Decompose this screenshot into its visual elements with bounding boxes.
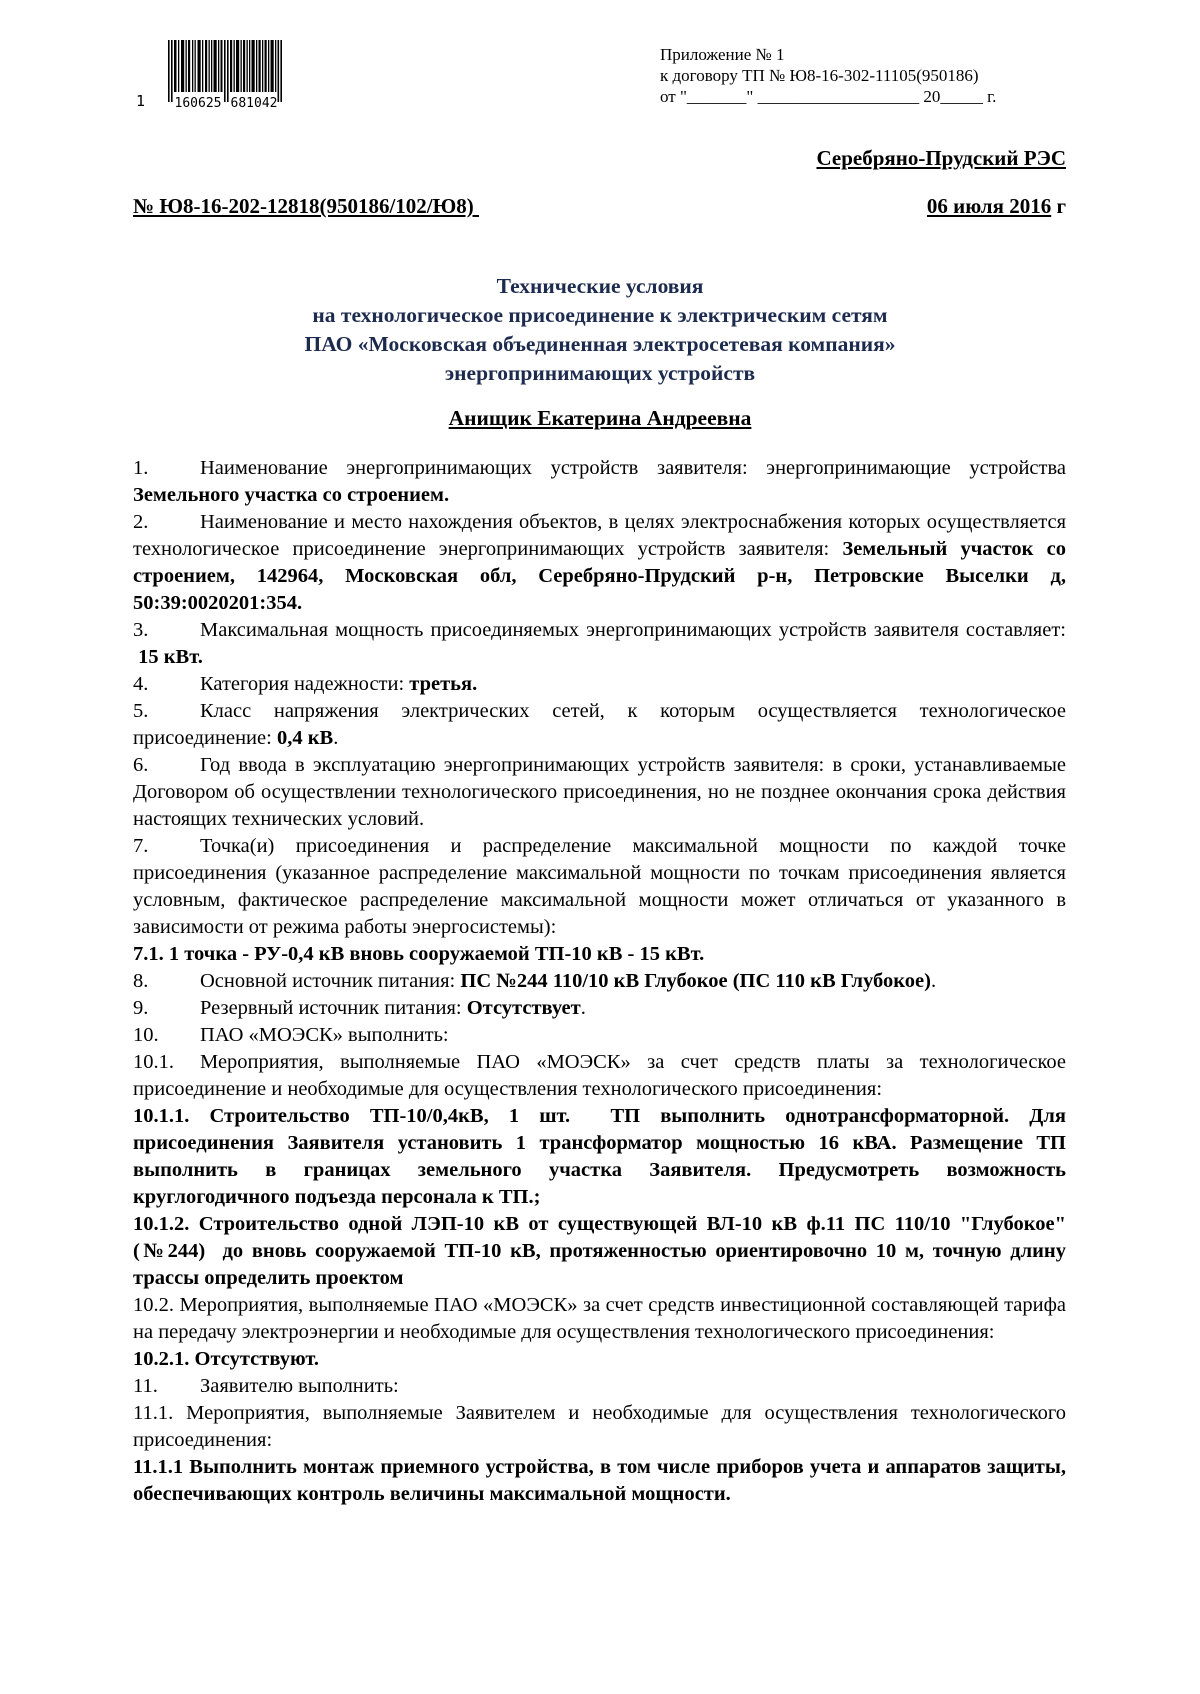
paragraph-text: Мероприятия, выполняемые ПАО «МОЭСК» за счет средств платы за технологическое присоединение и необходимые для осуществления технологического присоединения: [133, 1051, 1066, 1100]
paragraph [133, 455, 1066, 509]
paragraph-text: 1 точка - РУ-0,4 кВ вновь сооружаемой ТП-10 кВ - 15 кВт. [168, 943, 705, 965]
paragraph-text: Выполнить монтаж приемного устройства, в том числе приборов учета и аппаратов защиты, обеспечивающих контроль величины максимальной мощности. [133, 1456, 1067, 1505]
paragraph-number: 3. [133, 619, 149, 641]
paragraph [133, 1346, 1066, 1373]
paragraph-text: Максимальная мощность присоединяемых энергопринимающих устройств заявителя составляет: [133, 619, 1066, 668]
paragraph-text: Отсутствуют. [194, 1348, 320, 1370]
document-title [100, 272, 1100, 388]
paragraph-text: третья. [409, 673, 478, 695]
paragraph [133, 1103, 1066, 1211]
paragraph-text: 0,4 кВ [276, 727, 334, 749]
appendix-line-2: к договору ТП № Ю8-16-302-11105(950186) [660, 66, 979, 85]
paragraph-number: 10.1.1. [133, 1105, 190, 1127]
appendix-line-3: от "_______" ___________________ 20_____ г. [660, 87, 997, 106]
title-line-4: энергопринимающих устройств [444, 361, 756, 385]
paragraph [133, 968, 1066, 995]
barcode-lead-digit: 1 [136, 92, 146, 110]
paragraph-number: 10.2. [133, 1294, 174, 1316]
paragraph [133, 698, 1066, 752]
paragraph-number: 11. [133, 1375, 158, 1397]
paragraph [133, 671, 1066, 698]
paragraph-text: Мероприятия, выполняемые ПАО «МОЭСК» за счет средств инвестиционной составляющей тарифа на передачу электроэнергии и необходимые для осуществления технологического присоединения: [133, 1294, 1067, 1343]
paragraph-text: Наименование и место нахождения объектов, в целях электроснабжения которых осуществляется технологическое присоединение энергопринимающих устройств заявителя: [133, 511, 1066, 560]
paragraph [133, 1400, 1066, 1454]
paragraph-text: . [333, 727, 339, 749]
barcode-bars [149, 40, 301, 110]
paragraph-number: 7. [133, 835, 149, 857]
paragraph-text: Заявителю выполнить: [200, 1375, 399, 1397]
title-line-3: ПАО «Московская объединенная электросетевая компания» [304, 332, 896, 356]
number-date-row [133, 194, 1066, 219]
paragraph-number: 10.2.1. [133, 1348, 190, 1370]
paragraph-text: Резервный источник питания: [200, 997, 467, 1019]
paragraph-text: Основной источник питания: [200, 970, 461, 992]
barcode [136, 40, 301, 110]
paragraph-number: 7.1. [133, 943, 164, 965]
paragraph [133, 1292, 1066, 1346]
paragraph-number: 10. [133, 1024, 159, 1046]
paragraph-number: 2. [133, 511, 149, 533]
appendix-line-1: Приложение № 1 [660, 45, 785, 64]
paragraph-text: . [580, 997, 586, 1019]
region-row [133, 146, 1066, 171]
paragraph-text: Земельный участок со строением, 142964, Московская обл, Серебряно-Прудский р-н, Петровские Выселки д, 50:39:0020201:354. [133, 538, 1066, 614]
paragraph [133, 752, 1066, 833]
paragraph-text: Строительство одной ЛЭП-10 кВ от существующей ВЛ-10 кВ ф.11 ПС 110/10 "Глубокое" (№244) до вновь сооружаемой ТП-10 кВ, протяженностью ориентировочно 10 м, точную длину трассы определить проектом [133, 1213, 1066, 1289]
paragraph [133, 995, 1066, 1022]
appendix-block [660, 44, 996, 107]
paragraph-text: . [930, 970, 937, 992]
paragraph [133, 1373, 1066, 1400]
applicant-row [100, 406, 1100, 431]
paragraph-number: 5. [133, 700, 149, 722]
paragraph-number: 11.1.1 [133, 1456, 184, 1478]
paragraph-number: 8. [133, 970, 149, 992]
paragraph-text: 15 кВт. [138, 646, 203, 668]
paragraph [133, 833, 1066, 941]
paragraph [133, 617, 1066, 671]
region-title: Серебряно-Прудский РЭС [816, 146, 1066, 170]
paragraph-number: 6. [133, 754, 149, 776]
title-line-2: на технологическое присоединение к электрическим сетям [312, 303, 888, 327]
doc-date-wrap [927, 194, 1066, 219]
document-body [133, 455, 1066, 1508]
paragraph [133, 1211, 1066, 1292]
title-line-1: Технические условия [496, 274, 704, 298]
paragraph-number: 10.1. [133, 1051, 174, 1073]
paragraph [133, 941, 1066, 968]
paragraph-number: 10.1.2. [133, 1213, 190, 1235]
paragraph-text: Земельного участка со строением. [133, 484, 450, 506]
paragraph-text: Категория надежности: [200, 673, 410, 695]
paragraph [133, 509, 1066, 617]
paragraph [133, 1049, 1066, 1103]
doc-date: 06 июля 2016 [926, 194, 1052, 218]
applicant-name: Анищик Екатерина Андреевна [448, 406, 752, 430]
paragraph-text: Строительство ТП-10/0,4кВ, 1 шт. ТП выполнить однотрансформаторной. Для присоединения Заявителя установить 1 трансформатор мощностью 16 кВА. Размещение ТП выполнить в границах земельного участка Заявителя. Предусмотреть возможность круглогодичного подъезда персонала к ТП.; [133, 1105, 1066, 1208]
paragraph-text: ПАО «МОЭСК» выполнить: [200, 1024, 449, 1046]
paragraph-number: 4. [133, 673, 149, 695]
paragraph-text: Точка(и) присоединения и распределение максимальной мощности по каждой точке присоединения (указанное распределение максимальной мощности по точкам присоединения является условным, фактическое распределение максимальной мощности может отличаться от указанного в зависимости от режима работы энергосистемы): [133, 835, 1066, 938]
paragraph-number: 1. [133, 457, 149, 479]
paragraph [133, 1454, 1066, 1508]
paragraph-text: Наименование энергопринимающих устройств заявителя: энергопринимающие устройства [200, 457, 1066, 479]
paragraph-text: Мероприятия, выполняемые Заявителем и необходимые для осуществления технологического присоединения: [133, 1402, 1067, 1451]
barcode-right-digits: 681042 [230, 96, 278, 110]
barcode-left-digits: 160625 [174, 96, 222, 110]
doc-date-suffix: г [1056, 194, 1066, 218]
doc-number: № Ю8-16-202-12818(950186/102/Ю8) [133, 194, 480, 218]
paragraph-text: Класс напряжения электрических сетей, к которым осуществляется технологическое присоединение: [133, 700, 1066, 749]
paragraph-number: 11.1. [133, 1402, 174, 1424]
paragraph-text: ПС №244 110/10 кВ Глубокое (ПС 110 кВ Глубокое) [460, 970, 931, 992]
paragraph-text: Год ввода в эксплуатацию энергопринимающих устройств заявителя: в сроки, устанавливаемые Договором об осуществлении технологического присоединения, но не позднее окончания срока действия настоящих технических условий. [133, 754, 1066, 830]
paragraph-text: Отсутствует [466, 997, 581, 1019]
paragraph-number: 9. [133, 997, 149, 1019]
paragraph [133, 1022, 1066, 1049]
